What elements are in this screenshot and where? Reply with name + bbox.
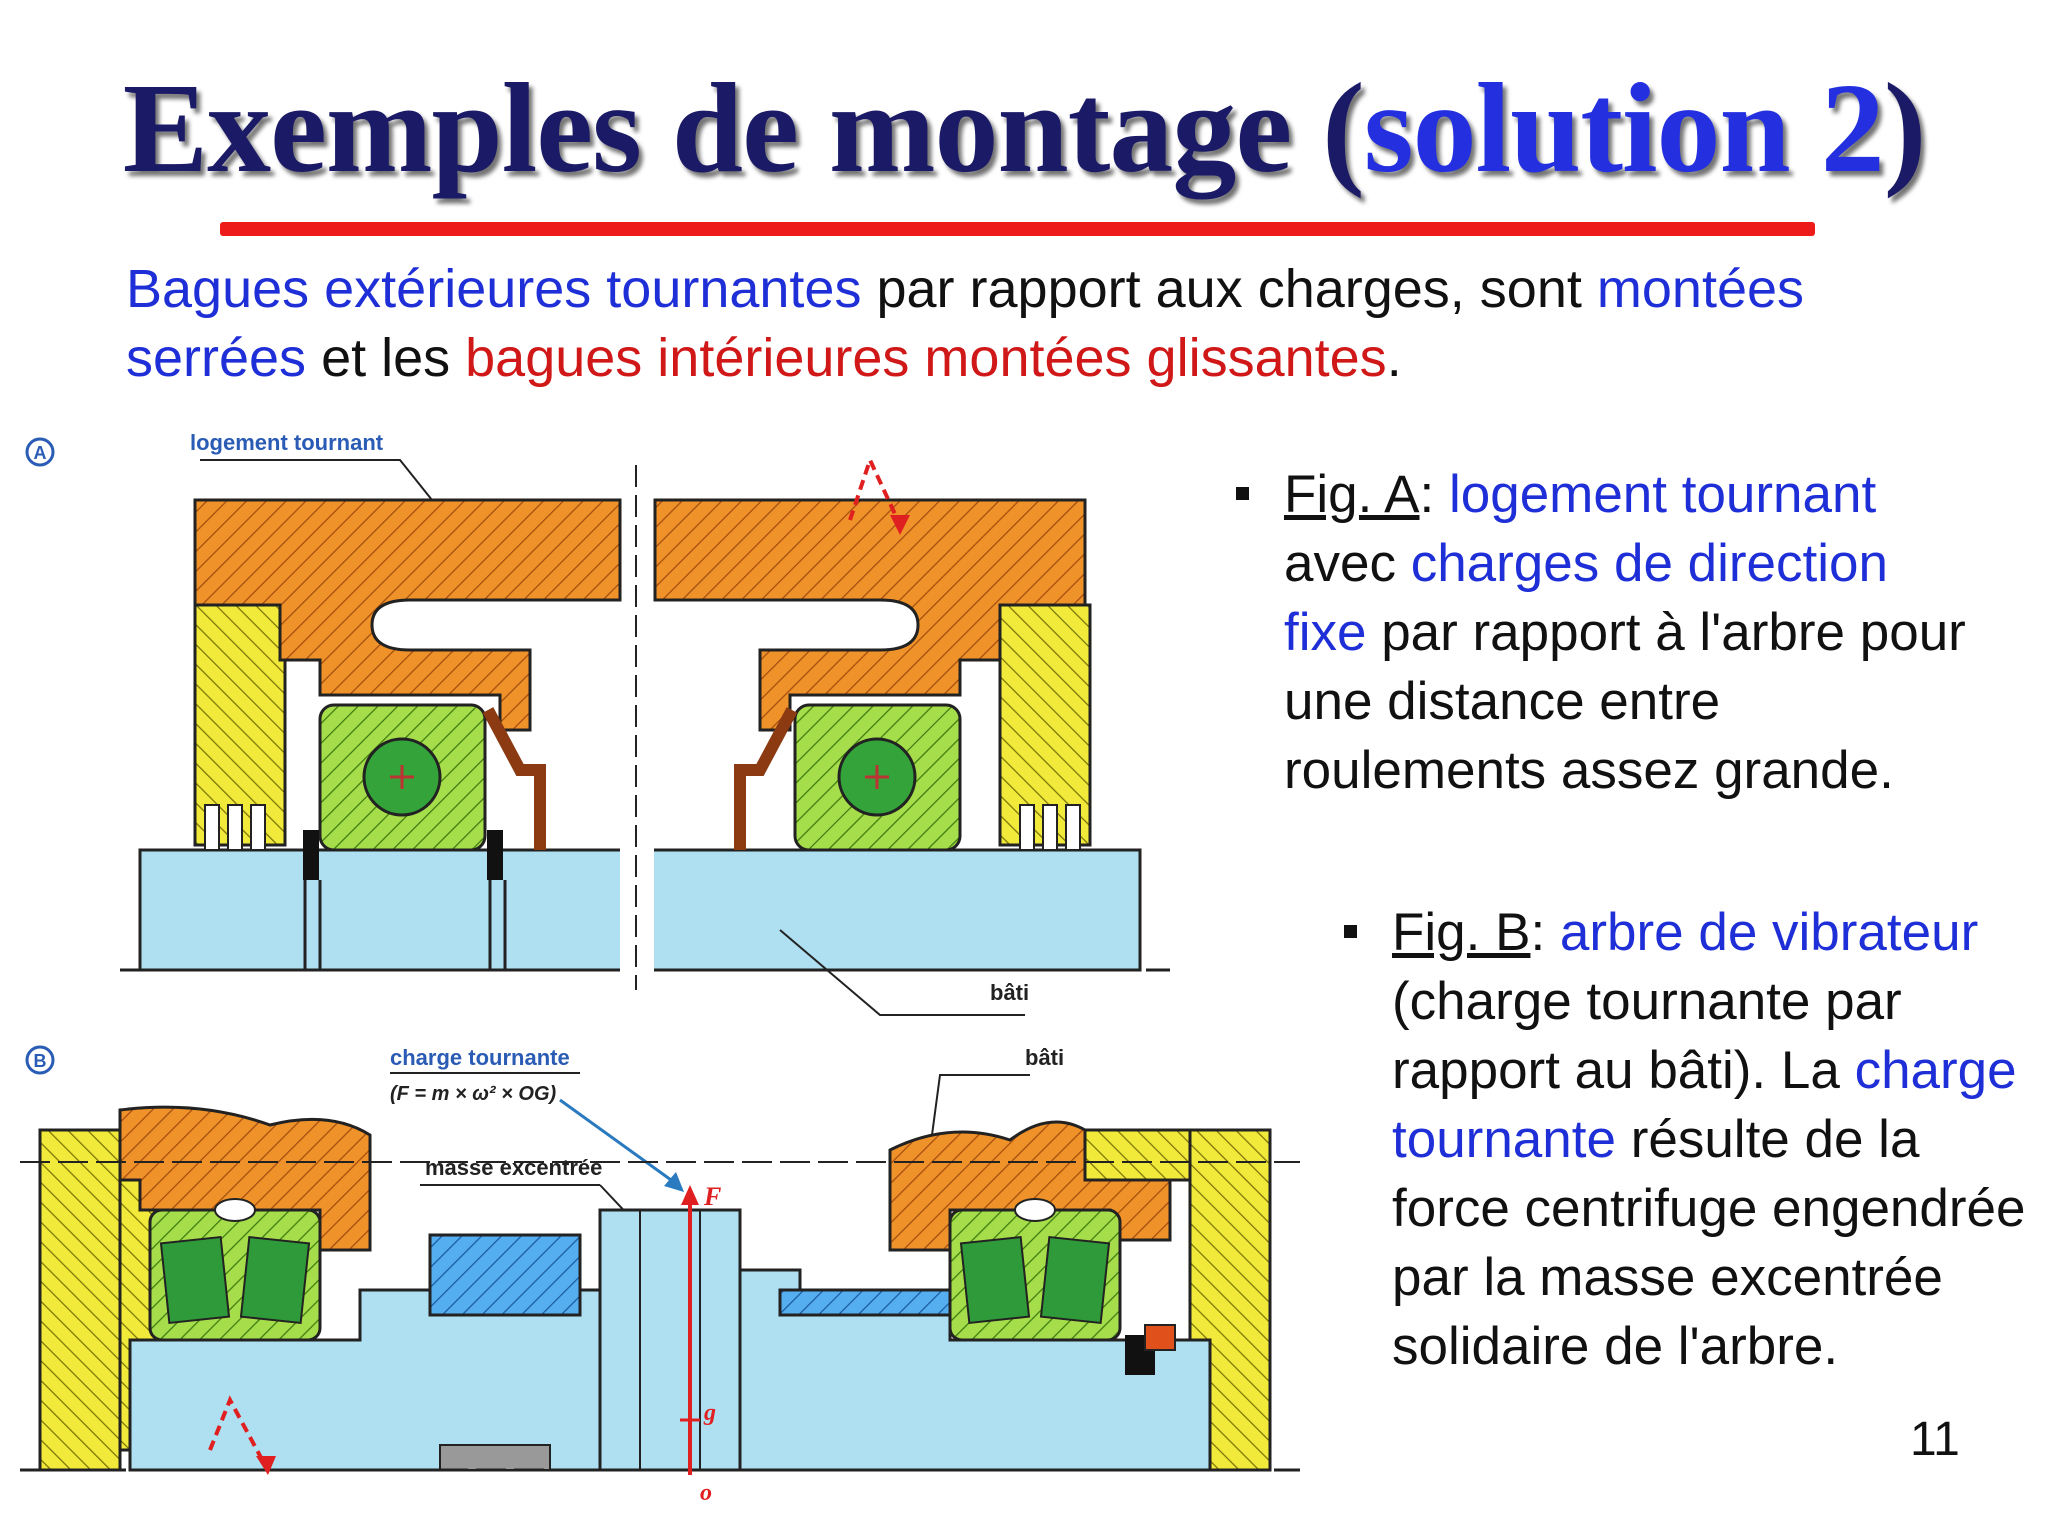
lube-hole-left [215,1199,255,1221]
figure-a [27,430,1170,1015]
intro-part-2: par rapport aux charges, sont [861,259,1597,319]
intro-text [126,255,1926,393]
intro-part-4: et les [306,328,466,388]
title-underline [220,222,1815,236]
key-b [440,1445,550,1470]
logement-tournant-label: logement tournant [190,430,384,455]
title-close: ) [1883,57,1926,199]
frame-left-wall [40,1130,120,1470]
bullet-fig-b [1392,898,2047,1381]
bullet-fig-a [1284,460,1984,805]
bati-label-a: bâti [990,980,1030,1005]
labyrinth-left [205,805,265,850]
fig-a-colon: : [1419,465,1449,524]
fig-b-t1: arbre de vibrateur [1559,903,1979,962]
page-number: 11 [1910,1413,1960,1466]
intro-part-6: . [1386,328,1402,388]
roller-left-1 [161,1237,229,1323]
circlip-1 [303,830,319,880]
title-highlight: solution 2 [1363,57,1884,199]
fig-a-t1: logement tournant [1448,465,1877,524]
intro-part-5: bagues intérieures montées glissantes [465,328,1387,388]
fig-b-t2: (charge tournante par rapport au bâti). La [1392,972,1902,1100]
bullet-marker [1344,925,1357,938]
eccentric-mass [430,1235,580,1315]
slide-title [0,55,2048,202]
fig-a-t2: avec [1284,534,1411,593]
fig-b-ref: Fig. B [1392,903,1531,962]
fig-a-t4: par rapport à l'arbre pour une distance entre roulements assez grande. [1284,603,1966,800]
roller-right-2 [1041,1237,1109,1323]
roller-right-1 [961,1237,1029,1323]
fig-b-t4: résulte de la force centrifuge engendrée par la masse excentrée solidaire de l'arbre. [1392,1110,2026,1376]
title-text: Exemples de montage ( [122,57,1364,199]
formula-label: (F = m × ω² × OG) [390,1083,557,1105]
labyrinth-right [1020,805,1080,850]
fig-a-t3: charges de direction fixe [1284,534,1888,662]
intro-part-3: montées serrées [126,259,1805,388]
bati-label-b: bâti [1025,1045,1065,1070]
eccentric-hub [600,1210,740,1470]
o-label: o [700,1480,712,1506]
fig-b-marker: B [33,1051,47,1071]
leader-charge-head [664,1172,684,1192]
force-arrowhead [681,1185,699,1205]
frame-right-top [1085,1130,1190,1180]
fig-b-t3: charge tournante [1392,1041,2017,1169]
roller-left-2 [241,1237,309,1323]
masse-excentree-label: masse excentrée [425,1155,603,1180]
lube-hole-right [1015,1199,1055,1221]
lock-washer-b [1145,1325,1175,1350]
intro-part-1: Bagues extérieures tournantes [126,259,862,319]
circlip-2 [487,830,503,880]
force-label: F [704,1182,722,1211]
fig-a-marker: A [33,443,47,463]
bearing-assembly-drawing [0,410,1330,1520]
g-label: g [704,1400,716,1426]
figure-b [20,1045,1300,1506]
fig-a-ref: Fig. A [1284,465,1420,524]
fig-b-colon: : [1530,903,1560,962]
spacer-b [780,1290,950,1315]
charge-tournante-label: charge tournante [390,1045,570,1070]
